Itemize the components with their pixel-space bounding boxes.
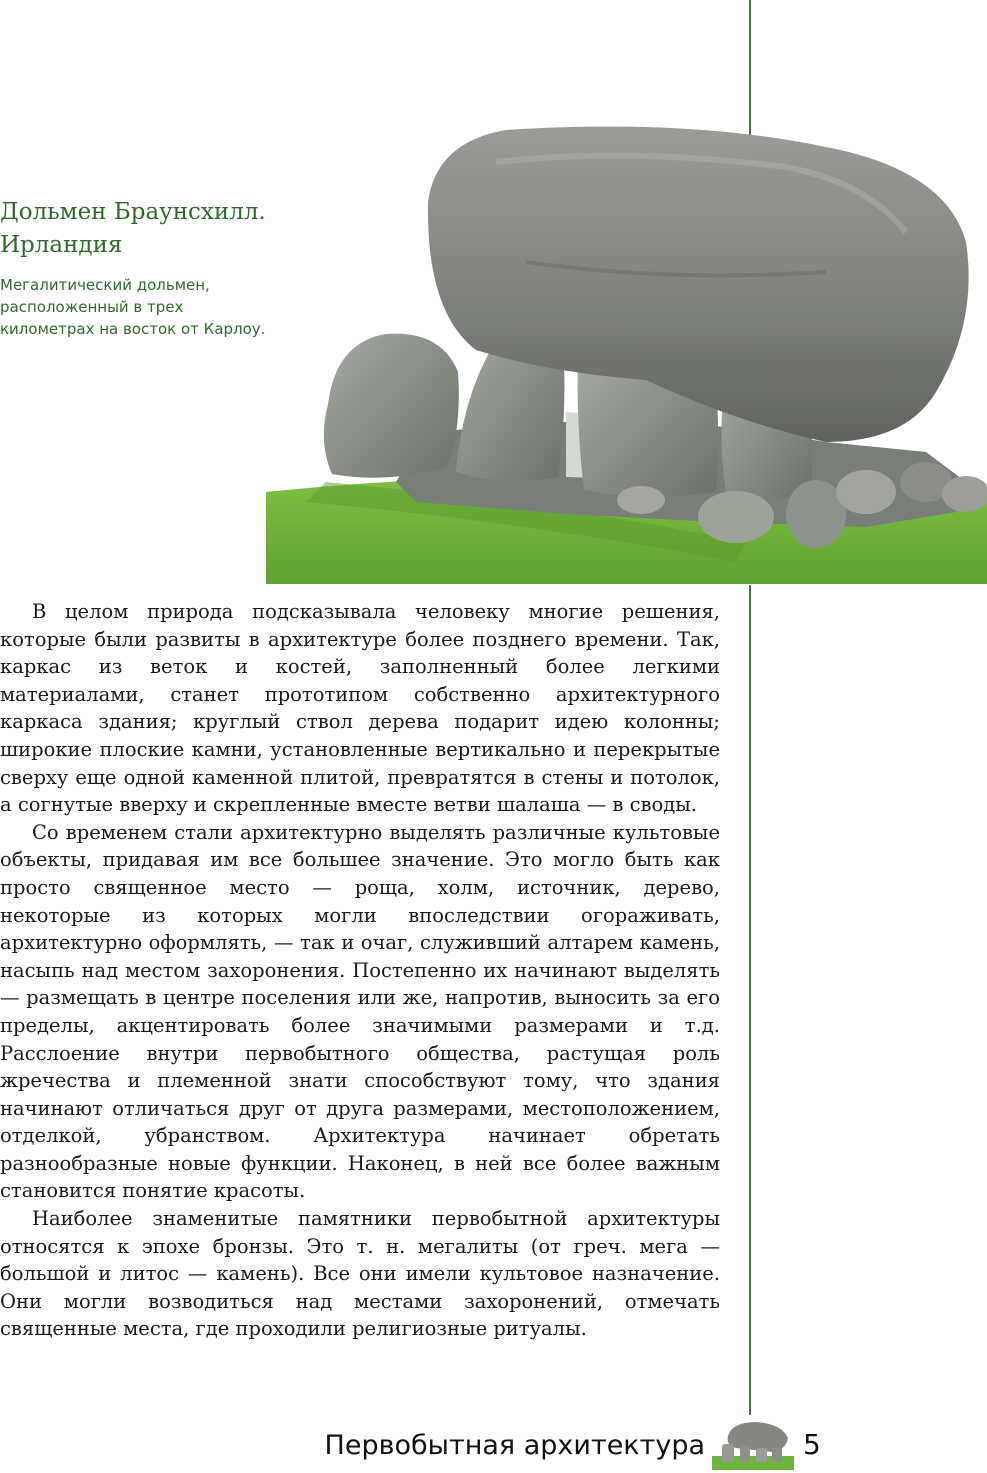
page-number: 5 (803, 1428, 821, 1461)
paragraph: В целом природа подсказывала человеку многие решения, которые были развиты в архитектуре более позднего времени. Так, каркас из веток и костей, заполненный более легкими материалами, станет прототипом собственно архитектурного каркаса здания; круглый ствол дерева подарит идею колонны; широкие плоские камни, установленные вертикально и перекрытые сверху еще одной каменной плитой, превратятся в стены и потолок, а согнутые вверху и скрепленные вместе ветви шалаша — в своды. (0, 600, 720, 817)
paragraph: Со временем стали архитектурно выделять различные культовые объекты, придавая им все большее значение. Это могло быть как просто священное место — роща, холм, источник, дерево, некоторые из которых могли впоследствии огораживать, архитектурно оформлять, — так и очаг, служивший алтарем камень, насыпь над местом захоронения. Постепенно их начинают выделять — размещать в центре поселения или же, напротив, выносить за его пределы, акцентировать более значимыми размерами и т.д. Расслоение внутри первобытного общества, растущая роль жречества и племенной знати способствуют тому, что здания начинают отличаться друг от друга размерами, местоположением, отделкой, убранством. Архитектура начинает обретать разнообразные новые функции. Наконец, в ней все более важным становится понятие красоты. (0, 820, 720, 1203)
dolmen-thumbnail-icon (712, 1418, 794, 1470)
page-footer (0, 1402, 987, 1472)
caption-text: Мегалитический дольмен, расположенный в трех километрах на восток от Карлоу. (0, 276, 266, 338)
caption-title: Дольмен Браунсхилл. Ирландия (0, 199, 266, 258)
section-title: Первобытная архитектура (324, 1430, 705, 1461)
dolmen-photo (266, 122, 987, 584)
paragraph: Наиболее знаменитые памятники первобытной архитектуры относятся к эпохе бронзы. Это т. н. мегалиты (от греч. мега — большой и литос — камень). Все они имели культовое назначение. Они могли возводиться над местами захоронений, отмечать священные места, где проходили религиозные ритуалы. (0, 1207, 720, 1341)
body-text (0, 598, 720, 1343)
photo-caption (0, 196, 270, 340)
vertical-rule-bottom (749, 585, 751, 1415)
